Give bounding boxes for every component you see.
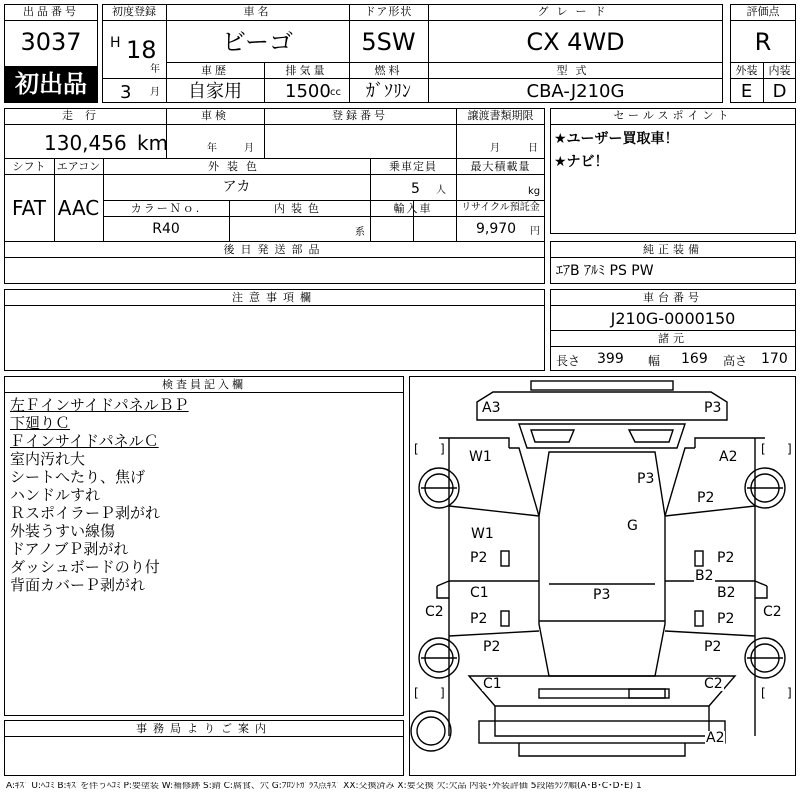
inspector-note: ＲスポイラーＰ剥がれ xyxy=(10,504,161,522)
shift: FAT xyxy=(11,196,46,220)
reg-month-unit: 月 xyxy=(150,87,160,98)
inspector-label: 検査員記入欄 xyxy=(162,378,246,391)
interior-grade: D xyxy=(772,81,787,102)
sales-point-2: ★ナビ！ xyxy=(554,154,609,170)
history: 自家用 xyxy=(188,81,242,102)
mileage: 130,456 xyxy=(44,131,127,155)
transfer-day-unit: 日 xyxy=(528,143,538,154)
damage-mark: C1 xyxy=(483,676,502,692)
damage-mark: P2 xyxy=(704,639,722,655)
shift-label: シフト xyxy=(12,160,46,173)
bracket-left-lower: [ xyxy=(414,686,419,700)
exterior-grade: E xyxy=(740,81,753,102)
fuel: ｶﾞｿﾘﾝ xyxy=(366,81,411,102)
damage-mark: A2 xyxy=(706,730,725,746)
interior-color-label: 内装色 xyxy=(274,202,325,215)
width-value: 169 xyxy=(681,351,708,367)
legend: A:ｷｽﾞ U:ﾍｺﾐ B:ｷｽﾞを伴うﾍｺﾐ P:要塗装 W:補修跡 S:錆 C:腐食、穴 G:ﾌﾛﾝﾄｶﾞﾗｽ点ｷｽﾞ XX:交換済み X:要交換 欠:欠品 内装･外装評価 5段階ﾗﾝｸ順(A･B･C･D･E) 1 xyxy=(6,782,642,791)
car-name: ビーゴ xyxy=(221,28,294,56)
inspector-note: 外装うすい線傷 xyxy=(10,522,116,540)
first-listing-badge: 初出品 xyxy=(5,66,97,102)
damage-mark: B2 xyxy=(695,568,714,584)
height-label: 高さ xyxy=(723,354,748,368)
displacement-label: 排気量 xyxy=(285,64,328,77)
sales-point-1: ★ユーザー買取車！ xyxy=(554,131,679,147)
inspector-note: ＦインサイドパネルＣ xyxy=(10,432,159,450)
inspector-note: ドアノブＰ剥がれ xyxy=(10,540,129,558)
mileage-label: 走行 xyxy=(62,109,108,122)
ac-label: エアコン xyxy=(56,160,101,173)
mileage-unit: km xyxy=(137,131,169,155)
reg-label: 初度登録 xyxy=(112,5,156,18)
bracket-left-upper-close: ] xyxy=(440,442,445,456)
damage-mark: P2 xyxy=(717,611,735,627)
width-label: 幅 xyxy=(648,354,661,368)
chassis-number: J210G-0000150 xyxy=(610,309,736,328)
damage-mark: A3 xyxy=(482,400,501,416)
capacity-unit: 人 xyxy=(436,185,446,196)
exterior-label: 外装 xyxy=(735,64,758,77)
car-name-label: 車名 xyxy=(243,5,272,18)
fuel-label: 燃料 xyxy=(374,64,403,77)
damage-mark: C1 xyxy=(470,585,489,601)
bracket-right-lower-close: ] xyxy=(787,686,792,700)
inspector-note: ハンドルすれ xyxy=(10,486,101,504)
equipment-value: ｴｱB ｱﾙﾐ PS PW xyxy=(556,263,654,279)
damage-mark: W1 xyxy=(471,526,494,542)
sales-points-label: セールスポイント xyxy=(613,109,733,122)
score-label: 評価点 xyxy=(746,5,780,18)
damage-mark: C2 xyxy=(704,676,723,692)
damage-mark: P2 xyxy=(697,490,715,506)
score: R xyxy=(754,28,772,56)
damage-mark: W1 xyxy=(469,449,492,465)
color-no-label: カラーＮｏ. xyxy=(130,202,202,215)
reg-year: 18 xyxy=(126,36,157,64)
height-value: 170 xyxy=(761,351,788,367)
inspection-year-unit: 年 xyxy=(207,143,217,154)
length-label: 長さ xyxy=(556,354,581,368)
inspector-note: ダッシュボードのり付 xyxy=(10,558,160,576)
color: アカ xyxy=(222,179,251,195)
capacity: 5 xyxy=(411,181,420,197)
damage-mark: P2 xyxy=(483,639,501,655)
inspector-note: 下廻りＣ xyxy=(10,414,71,432)
reg-year-unit: 年 xyxy=(150,64,160,75)
grade-label: グレード xyxy=(537,5,614,18)
damage-mark: P2 xyxy=(717,550,735,566)
length-value: 399 xyxy=(597,351,624,367)
recycle-label: リサイクル預託金 xyxy=(461,202,540,213)
reg-era: H xyxy=(110,35,121,51)
specs-label: 諸元 xyxy=(658,332,688,345)
inspection-month-unit: 月 xyxy=(244,143,254,154)
reg-month: 3 xyxy=(120,82,132,103)
car-outline-diagram xyxy=(409,376,796,776)
damage-mark: P3 xyxy=(637,471,655,487)
displacement: 1500 xyxy=(285,81,331,102)
history-label: 車歴 xyxy=(201,64,229,77)
recycle: 9,970 xyxy=(476,221,517,237)
inspector-note: 左ＦインサイドパネルＢＰ xyxy=(10,396,189,414)
model-label: 型式 xyxy=(556,64,595,77)
lot-number: 3037 xyxy=(20,28,82,56)
damage-mark: G xyxy=(627,518,638,534)
chassis-label: 車台番号 xyxy=(643,291,703,304)
load-unit: kg xyxy=(528,186,541,197)
import-label: 輸入車 xyxy=(393,202,433,215)
bracket-left-upper: [ xyxy=(414,442,419,456)
recycle-unit: 円 xyxy=(530,226,540,237)
bracket-left-lower-close: ] xyxy=(440,686,445,700)
inspection-label: 車検 xyxy=(201,109,229,122)
color-no: R40 xyxy=(152,221,180,237)
transfer-label: 譲渡書類期限 xyxy=(467,109,534,122)
plate-label: 登録番号 xyxy=(332,109,388,122)
later-parts-label: 後日発送部品 xyxy=(223,243,326,256)
damage-mark: P2 xyxy=(470,611,488,627)
ac: AAC xyxy=(57,196,100,220)
damage-mark: B2 xyxy=(717,585,736,601)
interior-color-unit: 系 xyxy=(355,227,365,238)
damage-mark: A2 xyxy=(719,449,738,465)
damage-mark: C2 xyxy=(425,604,444,620)
grade: CX 4WD xyxy=(526,28,625,56)
office-label: 事務局よりご案内 xyxy=(136,722,272,735)
inspector-note: シートへたり、焦げ xyxy=(10,468,146,486)
inspector-notes xyxy=(10,396,400,594)
damage-mark: C2 xyxy=(763,604,782,620)
inspector-note: 背面カバーＰ剥がれ xyxy=(10,576,146,594)
damage-mark: P3 xyxy=(704,400,722,416)
inspector-note: 室内汚れ大 xyxy=(10,450,86,468)
bracket-right-upper: [ xyxy=(761,442,766,456)
door-type: 5SW xyxy=(361,28,416,56)
equipment-label: 純正装備 xyxy=(643,243,703,256)
model-code: CBA-J210G xyxy=(526,81,625,102)
interior-label: 内装 xyxy=(768,64,791,77)
caution-label: 注意事項欄 xyxy=(232,291,317,304)
bracket-right-lower: [ xyxy=(761,686,766,700)
capacity-label: 乗車定員 xyxy=(389,160,437,173)
door-label: ドア形状 xyxy=(364,5,413,18)
bracket-right-upper-close: ] xyxy=(787,442,792,456)
damage-mark: P2 xyxy=(470,550,488,566)
lot-label: 出品番号 xyxy=(23,5,79,18)
displacement-unit: cc xyxy=(330,87,341,98)
load-label: 最大積載量 xyxy=(470,160,531,173)
sales-points-box xyxy=(550,108,796,234)
color-label: 外装色 xyxy=(208,160,265,173)
damage-mark: P3 xyxy=(593,587,611,603)
transfer-month-unit: 月 xyxy=(490,143,500,154)
